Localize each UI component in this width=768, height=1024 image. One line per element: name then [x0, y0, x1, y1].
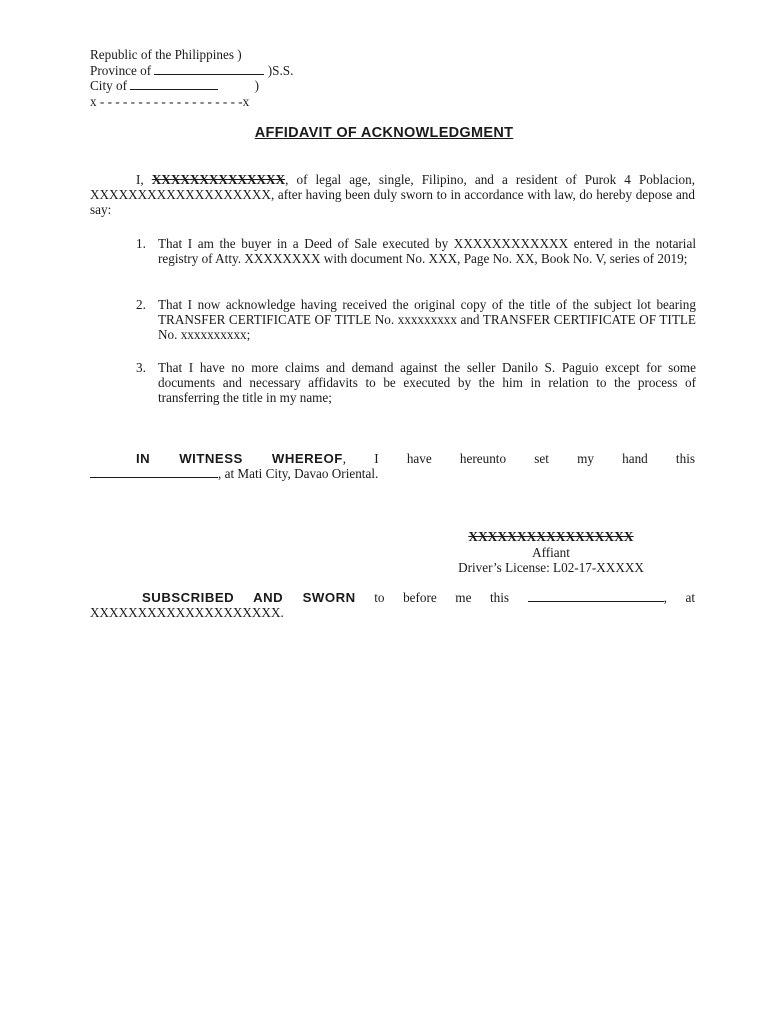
province-line: Province of )S.S.: [90, 62, 294, 78]
list-item: 1. That I am the buyer in a Deed of Sale executed by XXXXXXXXXXXX entered in the notarial registry of Atty. XXXXXXXX with document No. XXX, Page No. XX, Book No. V, series of 2019;: [136, 236, 696, 266]
jurat-heading: SUBSCRIBED AND SWORN: [142, 590, 356, 605]
affiant-label: Affiant: [532, 545, 570, 560]
venue-header: [90, 47, 293, 109]
drivers-license: Driver’s License: L02-17-XXXXX: [458, 560, 644, 575]
document-title: AFFIDAVIT OF ACKNOWLEDGMENT: [254, 125, 514, 141]
separator-line: x - - - - - - - - - - - - - - - - - - -x: [90, 93, 250, 109]
intro-paragraph: I, XXXXXXXXXXXXXX, of legal age, single, Filipino, and a resident of Purok 4 Poblacion, XXXXXXXXXXXXXXXXXXX, after having been duly sworn to in accordance with law, do hereby depose and say:: [90, 172, 695, 217]
affiant-name-redacted: XXXXXXXXXXXXXX: [151, 172, 286, 187]
signatory-name-redacted: XXXXXXXXXXXXXXXXX: [468, 529, 634, 544]
jurat-location: XXXXXXXXXXXXXXXXXXXX.: [90, 605, 284, 620]
list-item: 2. That I now acknowledge having received the original copy of the title of the subject lot bearing TRANSFER CERTIFICATE OF TITLE No. xxxxxxxxx and TRANSFER CERTIFICATE OF TITLE No. xxxxxxxxxx;: [136, 297, 696, 342]
province-blank: [154, 63, 264, 75]
jurat-date-blank: [528, 590, 664, 602]
witness-paragraph: IN WITNESS WHEREOF, I have hereunto set my hand this , at Mati City, Davao Oriental.: [90, 451, 695, 481]
city-blank: [130, 78, 218, 90]
city-line: City of ): [90, 78, 259, 93]
jurat-paragraph: SUBSCRIBED AND SWORN to before me this , at XXXXXXXXXXXXXXXXXXXX.: [90, 590, 695, 620]
list-item: 3. That I have no more claims and demand against the seller Danilo S. Paguio except for some documents and necessary affidavits to be executed by the him in relation to the process of transferring the title in my name;: [136, 360, 696, 405]
republic-line: Republic of the Philippines ): [90, 47, 242, 62]
date-blank: [90, 466, 218, 478]
witness-heading: IN WITNESS WHEREOF: [136, 451, 343, 466]
signature-block: [420, 529, 682, 575]
